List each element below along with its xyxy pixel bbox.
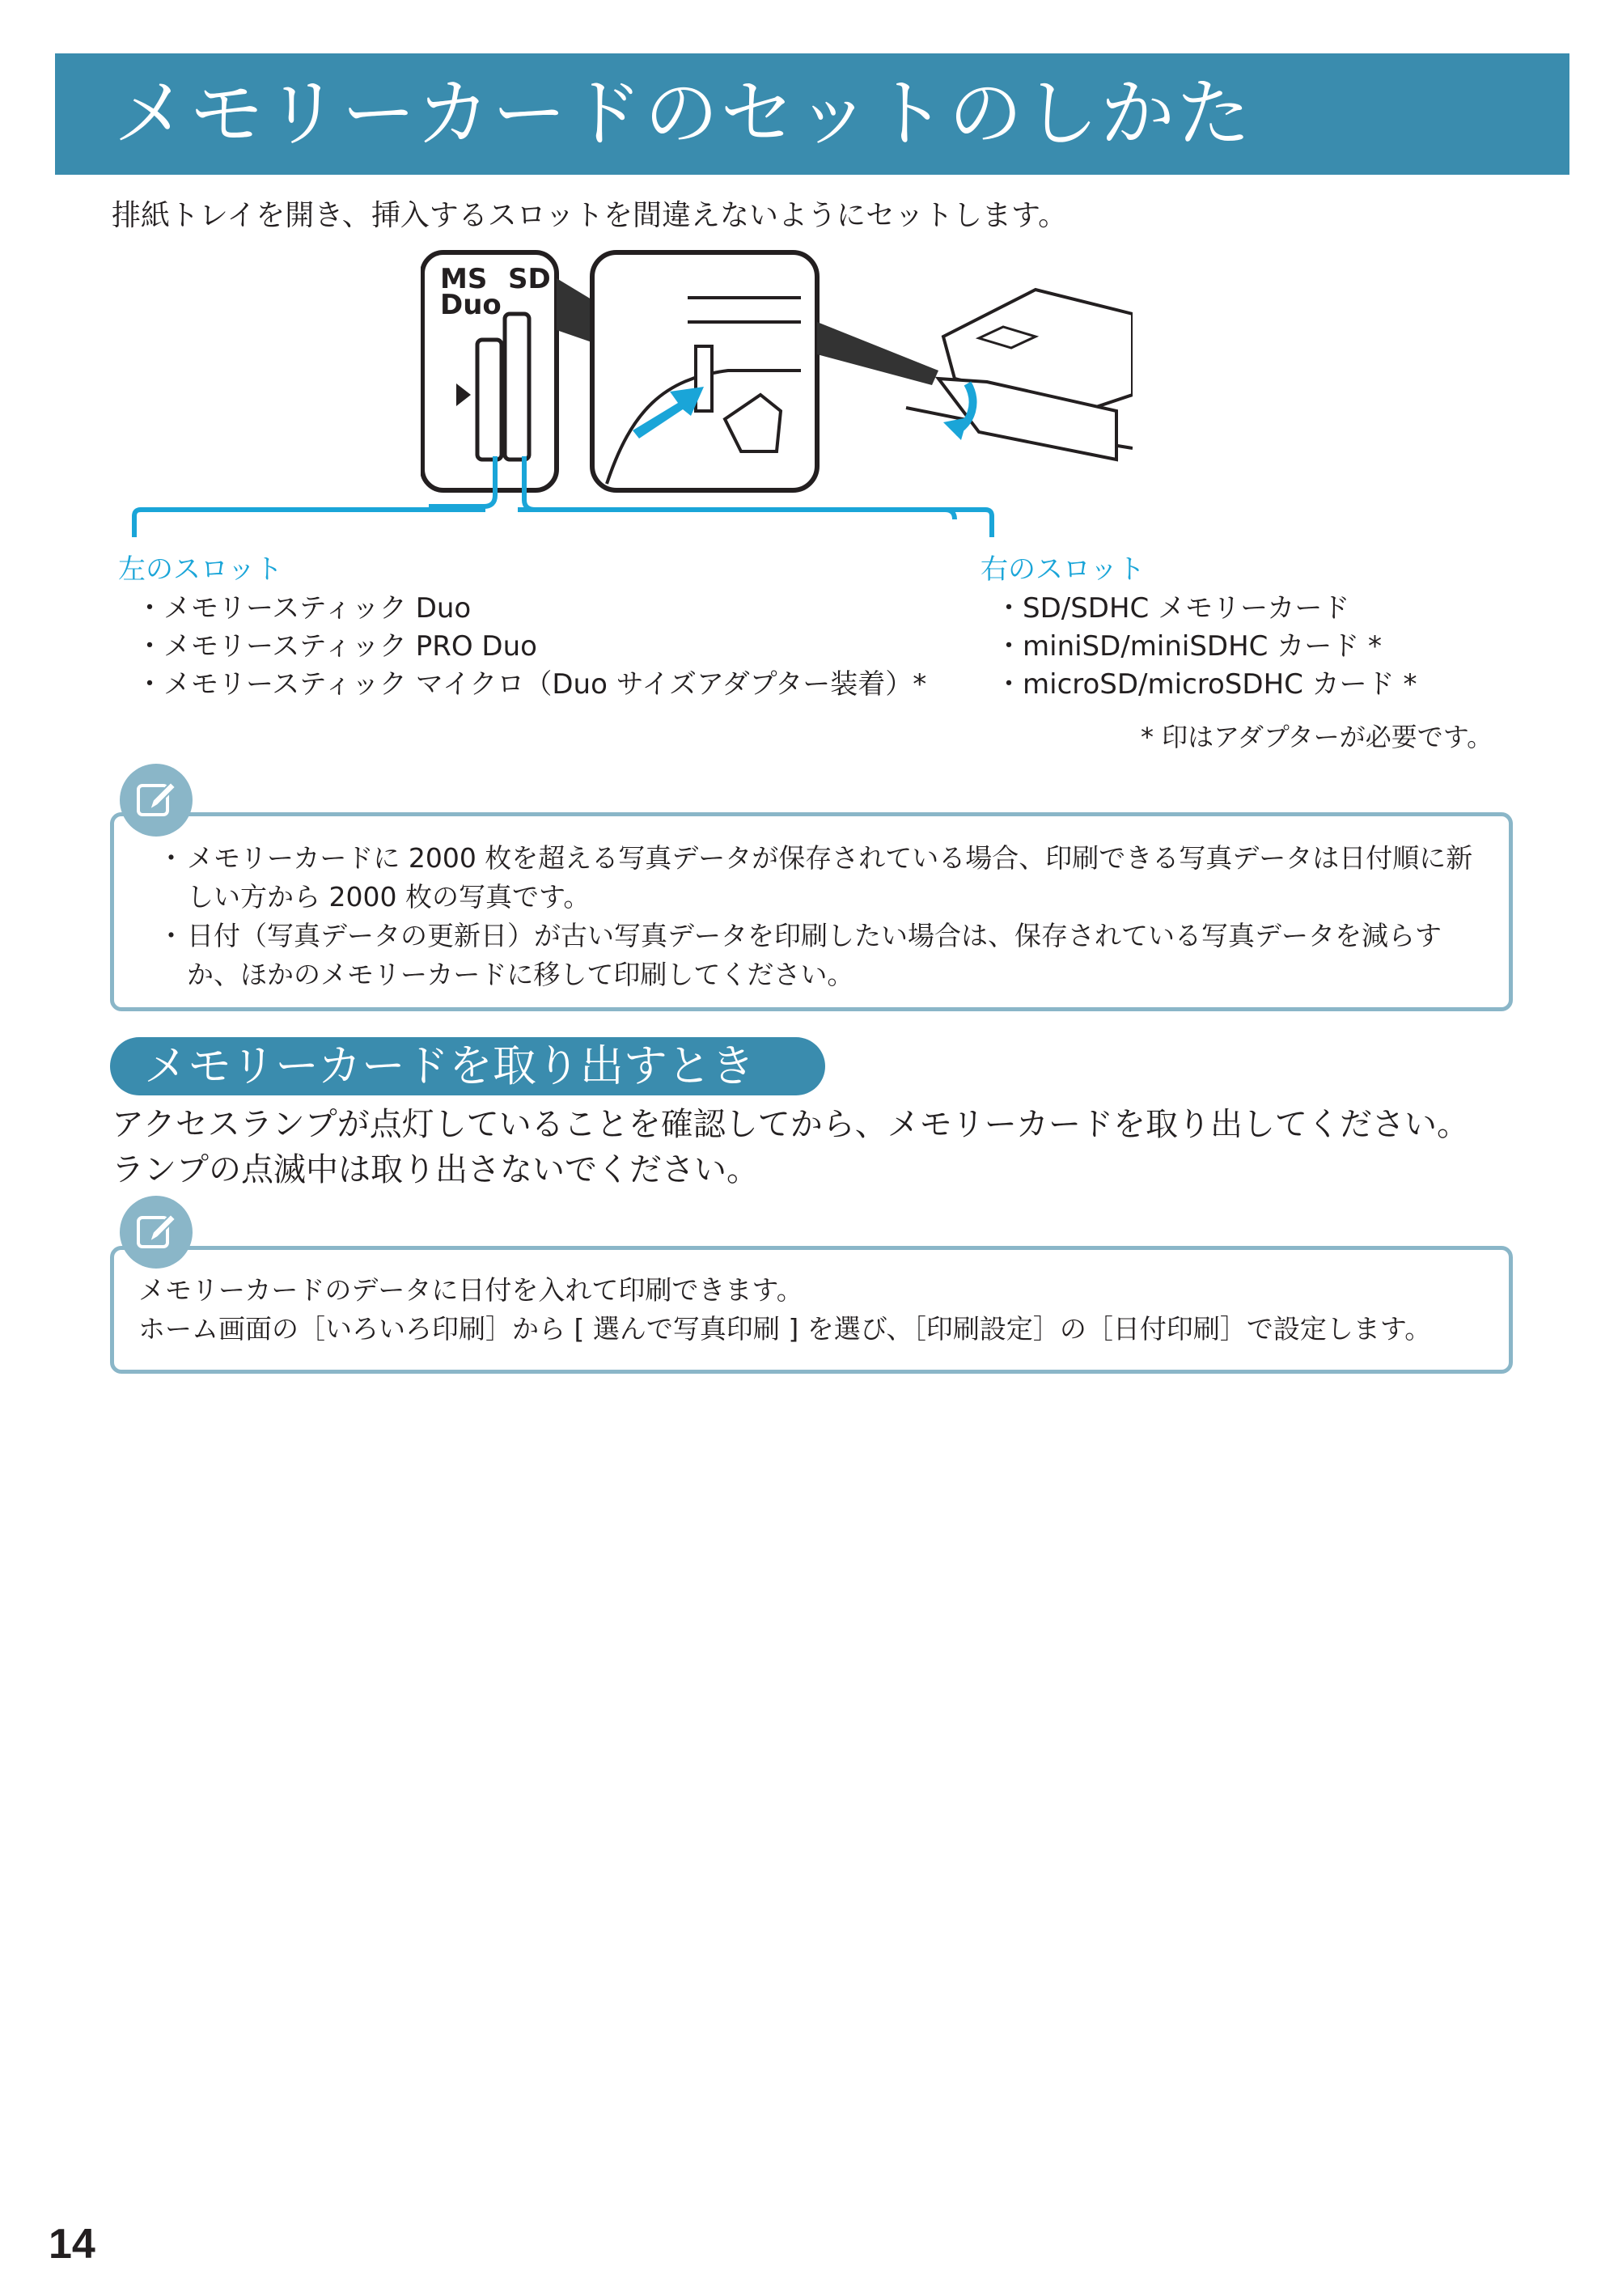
- sd-label: SD: [508, 263, 551, 295]
- right-slot-section: [981, 547, 1417, 704]
- pencil-note-icon: [120, 764, 193, 837]
- ms-slot: [477, 340, 502, 460]
- right-slot-list: [995, 590, 1417, 704]
- sd-slot: [505, 314, 529, 460]
- section-heading-pill: [110, 1037, 825, 1095]
- page-title: メモリーカードのセットのしかた: [113, 70, 1253, 157]
- left-slot-section: [118, 547, 926, 704]
- pencil-note-icon: [120, 1196, 193, 1269]
- tip-box: [110, 1246, 1513, 1374]
- list-item: ・ SD/SDHC メモリーカード: [995, 590, 1417, 628]
- right-slot-heading: 右のスロット: [981, 553, 1146, 586]
- left-slot-heading: 左のスロット: [118, 553, 283, 586]
- duo-label: Duo: [440, 289, 502, 321]
- page-number: 14: [49, 2221, 95, 2268]
- list-item: ・ メモリースティック PRO Duo: [136, 628, 926, 666]
- slot-bracket-lines: [129, 505, 1003, 537]
- note-box: [110, 812, 1513, 1011]
- note-list: [158, 839, 1493, 994]
- list-item: ・ メモリースティック Duo: [136, 590, 926, 628]
- list-item: ・ microSD/microSDHC カード *: [995, 666, 1417, 704]
- card-slot-illustration: [421, 249, 1133, 524]
- section-heading: メモリーカードを取り出すとき: [144, 1040, 755, 1091]
- left-slot-list: [136, 590, 926, 704]
- list-item: ・ miniSD/miniSDHC カード *: [995, 628, 1417, 666]
- list-item: ・ メモリーカードに 2000 枚を超える写真データが保存されている場合、印刷できる写真データは日付順に新しい方から 2000 枚の写真です。: [158, 839, 1493, 917]
- instruction-line: ランプの点滅中は取り出さないでください。: [112, 1151, 759, 1188]
- list-item: ・ 日付（写真データの更新日）が古い写真データを印刷したい場合は、保存されている写真データを減らすか、ほかのメモリーカードに移して印刷してください。: [158, 917, 1493, 994]
- tip-line: メモリーカードのデータに日付を入れて印刷できます。: [138, 1274, 803, 1306]
- ms-label: MS: [440, 263, 488, 295]
- tip-line: ホーム画面の［いろいろ印刷］から [ 選んで写真印刷 ] を選び、［印刷設定］の［日付印刷］で設定します。: [138, 1313, 1432, 1345]
- intro-text: 排紙トレイを開き、挿入するスロットを間違えないようにセットします。: [112, 199, 1068, 232]
- remove-instructions: [112, 1102, 1469, 1192]
- instruction-line: アクセスランプが点灯していることを確認してから、メモリーカードを取り出してください。: [112, 1106, 1469, 1143]
- list-item: ・ メモリースティック マイクロ（Duo サイズアダプター装着）*: [136, 666, 926, 704]
- footnote: * 印はアダプターが必要です。: [1141, 722, 1493, 752]
- title-bar: [55, 53, 1569, 175]
- tip-content: [138, 1271, 1431, 1349]
